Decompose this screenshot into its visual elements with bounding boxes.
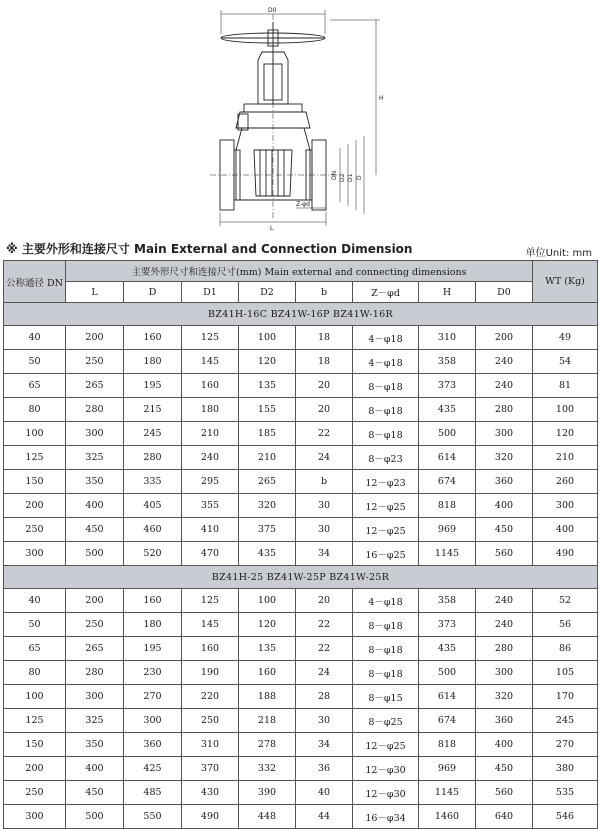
table-cell: 50: [4, 350, 66, 374]
table-cell: 490: [182, 805, 239, 829]
table-cell: 300: [66, 422, 124, 446]
table-cell: 325: [66, 446, 124, 470]
table-cell: 380: [533, 757, 598, 781]
table-cell: 400: [476, 494, 533, 518]
table-cell: 300: [66, 685, 124, 709]
table-cell: 245: [533, 709, 598, 733]
table-cell: 28: [296, 685, 353, 709]
table-cell: 125: [182, 589, 239, 613]
table-cell: 150: [4, 733, 66, 757]
table-cell: 120: [533, 422, 598, 446]
header-l: L: [66, 282, 124, 303]
table-cell: 20: [296, 589, 353, 613]
table-cell: 485: [124, 781, 182, 805]
table-row: [4, 374, 598, 398]
table-cell: 1460: [419, 805, 476, 829]
table-cell: 16－φ25: [353, 542, 419, 566]
table-row: [4, 589, 598, 613]
table-cell: 818: [419, 494, 476, 518]
header-h: H: [419, 282, 476, 303]
table-cell: 12－φ30: [353, 757, 419, 781]
table-body: [4, 303, 598, 829]
table-cell: 300: [476, 661, 533, 685]
table-cell: 450: [66, 781, 124, 805]
header-d0: D0: [476, 282, 533, 303]
table-cell: 218: [239, 709, 296, 733]
table-cell: 250: [66, 350, 124, 374]
table-cell: 614: [419, 446, 476, 470]
table-cell: 22: [296, 637, 353, 661]
table-cell: 100: [239, 326, 296, 350]
table-cell: 100: [4, 422, 66, 446]
table-cell: 335: [124, 470, 182, 494]
header-d: D: [124, 282, 182, 303]
table-cell: 310: [419, 326, 476, 350]
table-cell: 210: [533, 446, 598, 470]
table-cell: 200: [476, 326, 533, 350]
table-cell: 350: [66, 470, 124, 494]
table-cell: 280: [476, 637, 533, 661]
table-cell: 22: [296, 422, 353, 446]
table-cell: 300: [4, 805, 66, 829]
table-cell: 425: [124, 757, 182, 781]
header-weight: WT (Kg): [533, 261, 598, 303]
table-cell: 320: [476, 446, 533, 470]
table-cell: 30: [296, 518, 353, 542]
table-cell: 18: [296, 326, 353, 350]
table-cell: 230: [124, 661, 182, 685]
table-cell: 370: [182, 757, 239, 781]
table-row: [4, 446, 598, 470]
table-cell: 8－φ15: [353, 685, 419, 709]
table-cell: 969: [419, 757, 476, 781]
table-cell: 52: [533, 589, 598, 613]
table-cell: 265: [66, 374, 124, 398]
table-cell: 4－φ18: [353, 350, 419, 374]
label-d2: D2: [339, 173, 346, 182]
table-cell: 500: [66, 542, 124, 566]
table-cell: 674: [419, 709, 476, 733]
dimension-table: [3, 260, 598, 829]
header-z-d: Z－φd: [353, 282, 419, 303]
table-cell: 120: [239, 613, 296, 637]
table-cell: 500: [419, 422, 476, 446]
table-cell: 12－φ25: [353, 733, 419, 757]
table-cell: 100: [533, 398, 598, 422]
table-cell: 40: [296, 781, 353, 805]
table-row: [4, 685, 598, 709]
table-cell: 18: [296, 350, 353, 374]
table-cell: 195: [124, 374, 182, 398]
table-cell: 145: [182, 350, 239, 374]
table-cell: 295: [182, 470, 239, 494]
table-cell: 435: [419, 398, 476, 422]
table-cell: 8－φ25: [353, 709, 419, 733]
table-cell: 220: [182, 685, 239, 709]
table-cell: 332: [239, 757, 296, 781]
table-cell: 125: [4, 446, 66, 470]
table-cell: 280: [66, 398, 124, 422]
table-cell: 969: [419, 518, 476, 542]
table-cell: 550: [124, 805, 182, 829]
table-cell: 535: [533, 781, 598, 805]
table-cell: 450: [476, 757, 533, 781]
table-cell: 240: [476, 374, 533, 398]
table-cell: 34: [296, 733, 353, 757]
table-cell: 240: [182, 446, 239, 470]
table-cell: 450: [476, 518, 533, 542]
table-cell: 100: [239, 589, 296, 613]
table-cell: 65: [4, 637, 66, 661]
table-row: [4, 494, 598, 518]
table-row: [4, 709, 598, 733]
table-cell: 200: [66, 589, 124, 613]
table-cell: 373: [419, 613, 476, 637]
table-cell: 36: [296, 757, 353, 781]
table-cell: 400: [476, 733, 533, 757]
table-cell: 250: [4, 781, 66, 805]
table-cell: 310: [182, 733, 239, 757]
table-cell: 24: [296, 661, 353, 685]
table-cell: 160: [182, 637, 239, 661]
table-cell: 65: [4, 374, 66, 398]
table-cell: 125: [182, 326, 239, 350]
group-header-row: [4, 303, 598, 326]
table-cell: 210: [182, 422, 239, 446]
table-cell: 195: [124, 637, 182, 661]
table-cell: 8－φ18: [353, 613, 419, 637]
table-cell: 4－φ18: [353, 326, 419, 350]
table-cell: 355: [182, 494, 239, 518]
table-row: [4, 542, 598, 566]
table-cell: 260: [533, 470, 598, 494]
table-cell: 155: [239, 398, 296, 422]
table-cell: 400: [533, 518, 598, 542]
table-cell: 80: [4, 398, 66, 422]
group-header-row: [4, 566, 598, 589]
table-cell: 240: [476, 589, 533, 613]
table-cell: 86: [533, 637, 598, 661]
table-cell: 358: [419, 589, 476, 613]
table-cell: 190: [182, 661, 239, 685]
table-cell: 180: [124, 613, 182, 637]
table-cell: 546: [533, 805, 598, 829]
table-cell: 300: [533, 494, 598, 518]
table-cell: 80: [4, 661, 66, 685]
table-cell: 22: [296, 613, 353, 637]
table-row: [4, 637, 598, 661]
table-cell: 200: [66, 326, 124, 350]
table-cell: 360: [124, 733, 182, 757]
label-z: Z-φd: [296, 201, 310, 208]
table-row: [4, 422, 598, 446]
table-cell: 400: [66, 494, 124, 518]
table-cell: 54: [533, 350, 598, 374]
label-l: L: [270, 225, 274, 232]
table-cell: 400: [66, 757, 124, 781]
table-cell: 40: [4, 589, 66, 613]
table-cell: 135: [239, 374, 296, 398]
table-cell: 818: [419, 733, 476, 757]
label-d0: D0: [268, 7, 277, 14]
table-cell: 360: [476, 470, 533, 494]
table-cell: 350: [66, 733, 124, 757]
table-cell: 24: [296, 446, 353, 470]
table-cell: 20: [296, 398, 353, 422]
table-cell: 125: [4, 709, 66, 733]
table-cell: 30: [296, 494, 353, 518]
table-cell: 560: [476, 542, 533, 566]
table-cell: 520: [124, 542, 182, 566]
group-title: BZ41H-16C BZ41W-16P BZ41W-16R: [4, 303, 598, 326]
table-cell: 270: [124, 685, 182, 709]
table-cell: 460: [124, 518, 182, 542]
table-cell: 435: [419, 637, 476, 661]
table-cell: 50: [4, 613, 66, 637]
table-cell: 300: [476, 422, 533, 446]
table-cell: 280: [66, 661, 124, 685]
group-title: BZ41H-25 BZ41W-25P BZ41W-25R: [4, 566, 598, 589]
table-cell: 435: [239, 542, 296, 566]
table-cell: 390: [239, 781, 296, 805]
table-cell: 373: [419, 374, 476, 398]
table-cell: 250: [182, 709, 239, 733]
header-b: b: [296, 282, 353, 303]
table-cell: 12－φ23: [353, 470, 419, 494]
table-cell: 150: [4, 470, 66, 494]
table-cell: b: [296, 470, 353, 494]
table-cell: 8－φ18: [353, 637, 419, 661]
table-cell: 105: [533, 661, 598, 685]
table-cell: 215: [124, 398, 182, 422]
header-main-dimensions: 主要外形尺寸和连接尺寸(mm) Main external and connecting dimensions: [66, 261, 533, 282]
table-cell: 270: [533, 733, 598, 757]
table-cell: 8－φ18: [353, 661, 419, 685]
table-cell: 614: [419, 685, 476, 709]
table-cell: 560: [476, 781, 533, 805]
table-cell: 375: [239, 518, 296, 542]
table-cell: 12－φ25: [353, 518, 419, 542]
table-cell: 40: [4, 326, 66, 350]
label-d: D: [356, 175, 363, 180]
table-cell: 8－φ18: [353, 398, 419, 422]
section-title: ※ 主要外形和连接尺寸 Main External and Connection Dimension: [6, 242, 413, 256]
table-cell: 44: [296, 805, 353, 829]
table-cell: 8－φ23: [353, 446, 419, 470]
table-row: [4, 518, 598, 542]
table-cell: 12－φ30: [353, 781, 419, 805]
table-cell: 210: [239, 446, 296, 470]
table-cell: 12－φ25: [353, 494, 419, 518]
table-cell: 265: [66, 637, 124, 661]
table-cell: 360: [476, 709, 533, 733]
table-row: [4, 613, 598, 637]
header-d2: D2: [239, 282, 296, 303]
table-cell: 250: [4, 518, 66, 542]
table-cell: 245: [124, 422, 182, 446]
table-row: [4, 661, 598, 685]
table-cell: 450: [66, 518, 124, 542]
header-dn: 公称通径 DN: [4, 261, 66, 303]
table-row: [4, 805, 598, 829]
table-cell: 300: [4, 542, 66, 566]
table-cell: 500: [66, 805, 124, 829]
unit-label: 单位Unit: mm: [525, 248, 592, 259]
table-row: [4, 350, 598, 374]
table-cell: 320: [239, 494, 296, 518]
table-cell: 160: [124, 589, 182, 613]
table-cell: 430: [182, 781, 239, 805]
table-cell: 160: [124, 326, 182, 350]
table-cell: 170: [533, 685, 598, 709]
table-cell: 135: [239, 637, 296, 661]
table-cell: 180: [124, 350, 182, 374]
table-cell: 145: [182, 613, 239, 637]
gate-valve-drawing: [180, 0, 420, 232]
table-cell: 674: [419, 470, 476, 494]
table-cell: 500: [419, 661, 476, 685]
table-row: [4, 757, 598, 781]
label-dn: DN: [331, 170, 338, 180]
table-cell: 8－φ18: [353, 422, 419, 446]
table-cell: 20: [296, 374, 353, 398]
table-row: [4, 326, 598, 350]
table-cell: 120: [239, 350, 296, 374]
table-cell: 250: [66, 613, 124, 637]
table-cell: 30: [296, 709, 353, 733]
label-d1: D1: [347, 173, 354, 182]
table-cell: 180: [182, 398, 239, 422]
table-cell: 640: [476, 805, 533, 829]
table-cell: 410: [182, 518, 239, 542]
label-h: H: [379, 95, 384, 102]
table-cell: 200: [4, 494, 66, 518]
table-cell: 200: [4, 757, 66, 781]
table-cell: 320: [476, 685, 533, 709]
table-cell: 358: [419, 350, 476, 374]
table-cell: 185: [239, 422, 296, 446]
table-cell: 1145: [419, 542, 476, 566]
table-cell: 278: [239, 733, 296, 757]
table-cell: 325: [66, 709, 124, 733]
table-cell: 49: [533, 326, 598, 350]
table-cell: 160: [182, 374, 239, 398]
table-cell: 160: [239, 661, 296, 685]
header-d1: D1: [182, 282, 239, 303]
table-row: [4, 470, 598, 494]
table-cell: 300: [124, 709, 182, 733]
table-cell: 405: [124, 494, 182, 518]
table-cell: 280: [124, 446, 182, 470]
table-cell: 1145: [419, 781, 476, 805]
table-cell: 8－φ18: [353, 374, 419, 398]
table-cell: 490: [533, 542, 598, 566]
table-cell: 56: [533, 613, 598, 637]
table-cell: 280: [476, 398, 533, 422]
table-cell: 100: [4, 685, 66, 709]
table-cell: 188: [239, 685, 296, 709]
table-cell: 4－φ18: [353, 589, 419, 613]
table-cell: 265: [239, 470, 296, 494]
table-cell: 470: [182, 542, 239, 566]
table-row: [4, 733, 598, 757]
table-cell: 240: [476, 613, 533, 637]
table-cell: 240: [476, 350, 533, 374]
table-cell: 81: [533, 374, 598, 398]
table-row: [4, 398, 598, 422]
table-cell: 34: [296, 542, 353, 566]
table-cell: 16－φ34: [353, 805, 419, 829]
table-cell: 448: [239, 805, 296, 829]
table-row: [4, 781, 598, 805]
